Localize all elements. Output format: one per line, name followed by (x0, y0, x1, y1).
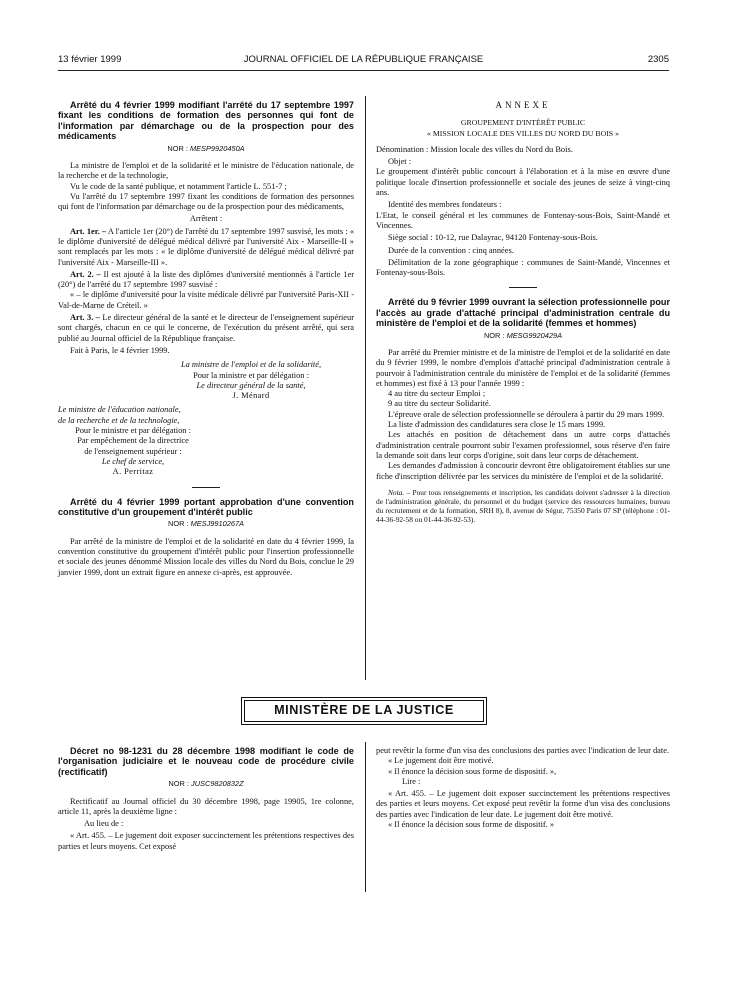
header-date: 13 février 1999 (58, 54, 122, 65)
article-2: Art. 2. – Il est ajouté à la liste des diplômes d'université mentionnés à l'article 1er (20°) de l'arrêté du 17 septembre 1997 susvisé : (58, 269, 354, 290)
arrete-convention-gip (58, 497, 354, 578)
article-2-item: « – le diplôme d'université pour la visite médicale délivré par l'université Paris-XII - Val-de-Marne de Créteil. » (58, 290, 354, 310)
decret-left-column (58, 746, 354, 852)
siege-social: Siège social : 10-12, rue Dalayrac, 94120 Fontenay-sous-Bois. (388, 233, 598, 243)
paragraph: Par arrêté de la ministre de l'emploi et de la solidarité en date du 4 février 1999, la convention constitutive du groupement d'intérêt public pour l'insertion professionnelle et sociale des jeunes dénommé Mission locale des villes du Nord du Bois, conclue le 29 janvier 1999, dont un extrait figure en annexe ci-après, est approuvée. (58, 536, 354, 577)
section-separator (509, 287, 537, 288)
decret-title: Décret no 98-1231 du 28 décembre 1998 modifiant le code de l'organisation judiciaire et le nouveau code de procédure civile (rectificatif) (58, 746, 354, 777)
page-header (58, 54, 669, 70)
paragraph: Vu l'arrêté du 17 septembre 1997 fixant les conditions de formation des personnes qui font de l'information par démarchage ou de la prospection pour des médicaments, (58, 191, 354, 212)
left-column (58, 100, 354, 578)
nota: Nota. – Pour tous renseignements et inscription, les candidats doivent s'adresser à la direction de l'administration générale, du personnel et du budget (service des ressources humaines, bureau du recrutement et de la formation, SRH 8), 8, avenue de Ségur, 75350 Paris 07 SP (téléphone : 01-44-36-92-58 ou 01-44-36-92-53). (376, 487, 670, 524)
arretent-label: Arrêtent : (189, 214, 223, 224)
arrete-formation-medicaments (58, 100, 354, 478)
paragraph: La ministre de l'emploi et de la solidarité et le ministre de l'éducation nationale, de la recherche et de la technologie, (58, 160, 354, 181)
au-lieu-de: Au lieu de : (84, 819, 124, 829)
article-title: Arrêté du 9 février 1999 ouvrant la sélection professionnelle pour l'accès au grade d'attaché principal d'administration centrale du ministère de l'emploi et de la solidarité (femmes et hommes) (376, 297, 670, 329)
article-title: Arrêté du 4 février 1999 portant approbation d'une convention constitutive d'un groupement d'intérêt public (58, 496, 354, 517)
nor-reference: NOR : MESJ9910267A (167, 519, 244, 529)
ministry-heading: MINISTÈRE DE LA JUSTICE (244, 700, 484, 722)
paragraph: Les attachés en position de détachement dans un autre corps d'attachés d'administration centrale pourront subir l'examen professionnel, sous réserve d'en faire la demande soit dans leur corps d'origine, soit dans leur corps de détachement. (376, 430, 670, 460)
column-divider-bottom (365, 742, 366, 892)
header-page-number: 2305 (647, 54, 669, 65)
duree-convention: Durée de la convention : cinq années. (388, 245, 514, 255)
lire-label: Lire : (402, 776, 421, 786)
paragraph: Rectificatif au Journal officiel du 30 décembre 1998, page 19905, 1re colonne, article 11, après la deuxième ligne : (58, 796, 354, 816)
paragraph: Par arrêté du Premier ministre et de la ministre de l'emploi et de la solidarité en date du 9 février 1999, le nombre d'emplois d'attaché principal d'administration centrale à pourvoir à l'administration centrale du ministère de l'emploi et de la solidarité (femmes et hommes) est fixé à 13 pour l'année 1999 : (376, 347, 670, 388)
signature-block-2: Le ministre de l'éducation nationale, de la recherche et de la technologie, Pour le ministre et par délégation : Par empêchement de la directrice de l'enseignement supérieur : Le chef de service, A. Perritaz (58, 405, 191, 477)
objet-text: Le groupement d'intérêt public concourt à l'élaboration et à la mise en œuvre d'une politique locale d'insertion professionnelle et sociale des jeunes de seize à vingt-cinq ans. (376, 167, 670, 198)
paragraph: « Il énonce la décision sous forme de dispositif. » (388, 820, 555, 830)
annexe-heading-2: « MISSION LOCALE DES VILLES DU NORD DU BOIS » (427, 128, 619, 138)
paragraph: L'épreuve orale de sélection professionnelle se déroulera à partir du 29 mars 1999. (388, 409, 665, 419)
header-journal-title: JOURNAL OFFICIEL DE LA RÉPUBLIQUE FRANÇAISE (243, 54, 484, 65)
decret-right-column (376, 746, 670, 830)
column-divider-top (365, 96, 366, 680)
paragraph: 4 au titre du secteur Emploi ; (388, 389, 486, 399)
paragraph: peut revêtir la forme d'un visa des conclusions des parties avec l'indication de leur date. (376, 746, 670, 755)
header-rule (58, 70, 669, 71)
annexe-title: ANNEXE (495, 100, 551, 110)
fait-a-paris: Fait à Paris, le 4 février 1999. (70, 345, 170, 355)
section-separator (192, 487, 220, 488)
objet-label: Objet : (388, 157, 412, 167)
right-column (376, 100, 670, 524)
article-3: Art. 3. – Le directeur général de la santé et le directeur de l'enseignement supérieur sont chargés, chacun en ce qui le concerne, de l'exécution du présent arrêté, qui sera publié au Journal officiel de la République française. (58, 313, 354, 343)
signature-block-1: La ministre de l'emploi et de la solidarité, Pour la ministre et par délégation : Le directeur général de la santé, J. Ménard (180, 360, 322, 401)
paragraph: Les demandes d'admission à concourir devront être obligatoirement établies sur une fiche d'inscription délivrée par les services du ministère de l'emploi et de la solidarité. (376, 461, 670, 481)
annexe-gip (376, 100, 670, 278)
arrete-selection-attache (376, 297, 670, 523)
annexe-heading-1: GROUPEMENT D'INTÉRÊT PUBLIC (460, 118, 586, 128)
nor-reference: NOR : MESG9920429A (483, 330, 563, 340)
paragraph: « Art. 455. – Le jugement doit exposer succinctement les prétentions respectives des parties et leurs moyens. Cet exposé peut revêtir la forme d'un visa des conclusions des parties avec l'indication de leur date. Le jugement doit être motivé. (376, 789, 670, 819)
denomination: Dénomination : Mission locale des villes du Nord du Bois. (376, 144, 573, 154)
paragraph: « Le jugement doit être motivé. (388, 756, 494, 766)
paragraph: « Il énonce la décision sous forme de dispositif. », (388, 766, 557, 776)
identite-text: L'Etat, le conseil général et les communes de Fontenay-sous-Bois, Saint-Mandé et Vincennes. (376, 210, 670, 230)
paragraph: 9 au titre du secteur Solidarité. (388, 399, 491, 409)
paragraph: « Art. 455. – Le jugement doit exposer succinctement les prétentions respectives des parties et leurs moyens. Cet exposé (58, 831, 354, 851)
nor-reference: NOR : MESP9920450A (167, 143, 245, 153)
identite-label: Identité des membres fondateurs : (388, 200, 502, 210)
paragraph: Vu le code de la santé publique, et notamment l'article L. 551-7 ; (70, 181, 287, 191)
paragraph: La liste d'admission des candidatures sera close le 15 mars 1999. (388, 420, 606, 430)
article-title: Arrêté du 4 février 1999 modifiant l'arrêté du 17 septembre 1997 fixant les conditions de formation des personnes qui font de l'information par démarchage ou de la prospection pour des médicaments (58, 100, 354, 142)
nor-reference: NOR : JUSC9820832Z (168, 779, 244, 789)
delimitation: Délimitation de la zone géographique : communes de Saint-Mandé, Vincennes et Fontenay-sous-Bois. (376, 257, 670, 278)
article-1: Art. 1er. – A l'article 1er (20°) de l'arrêté du 17 septembre 1997 susvisé, les mots : « le diplôme d'université de délégué médical délivré par l'université Aix - Marseille-II » sont remplacés par les mots : « le diplôme d'université de délégué médical délivré par l'université Aix - Marseille-III ». (58, 226, 355, 267)
